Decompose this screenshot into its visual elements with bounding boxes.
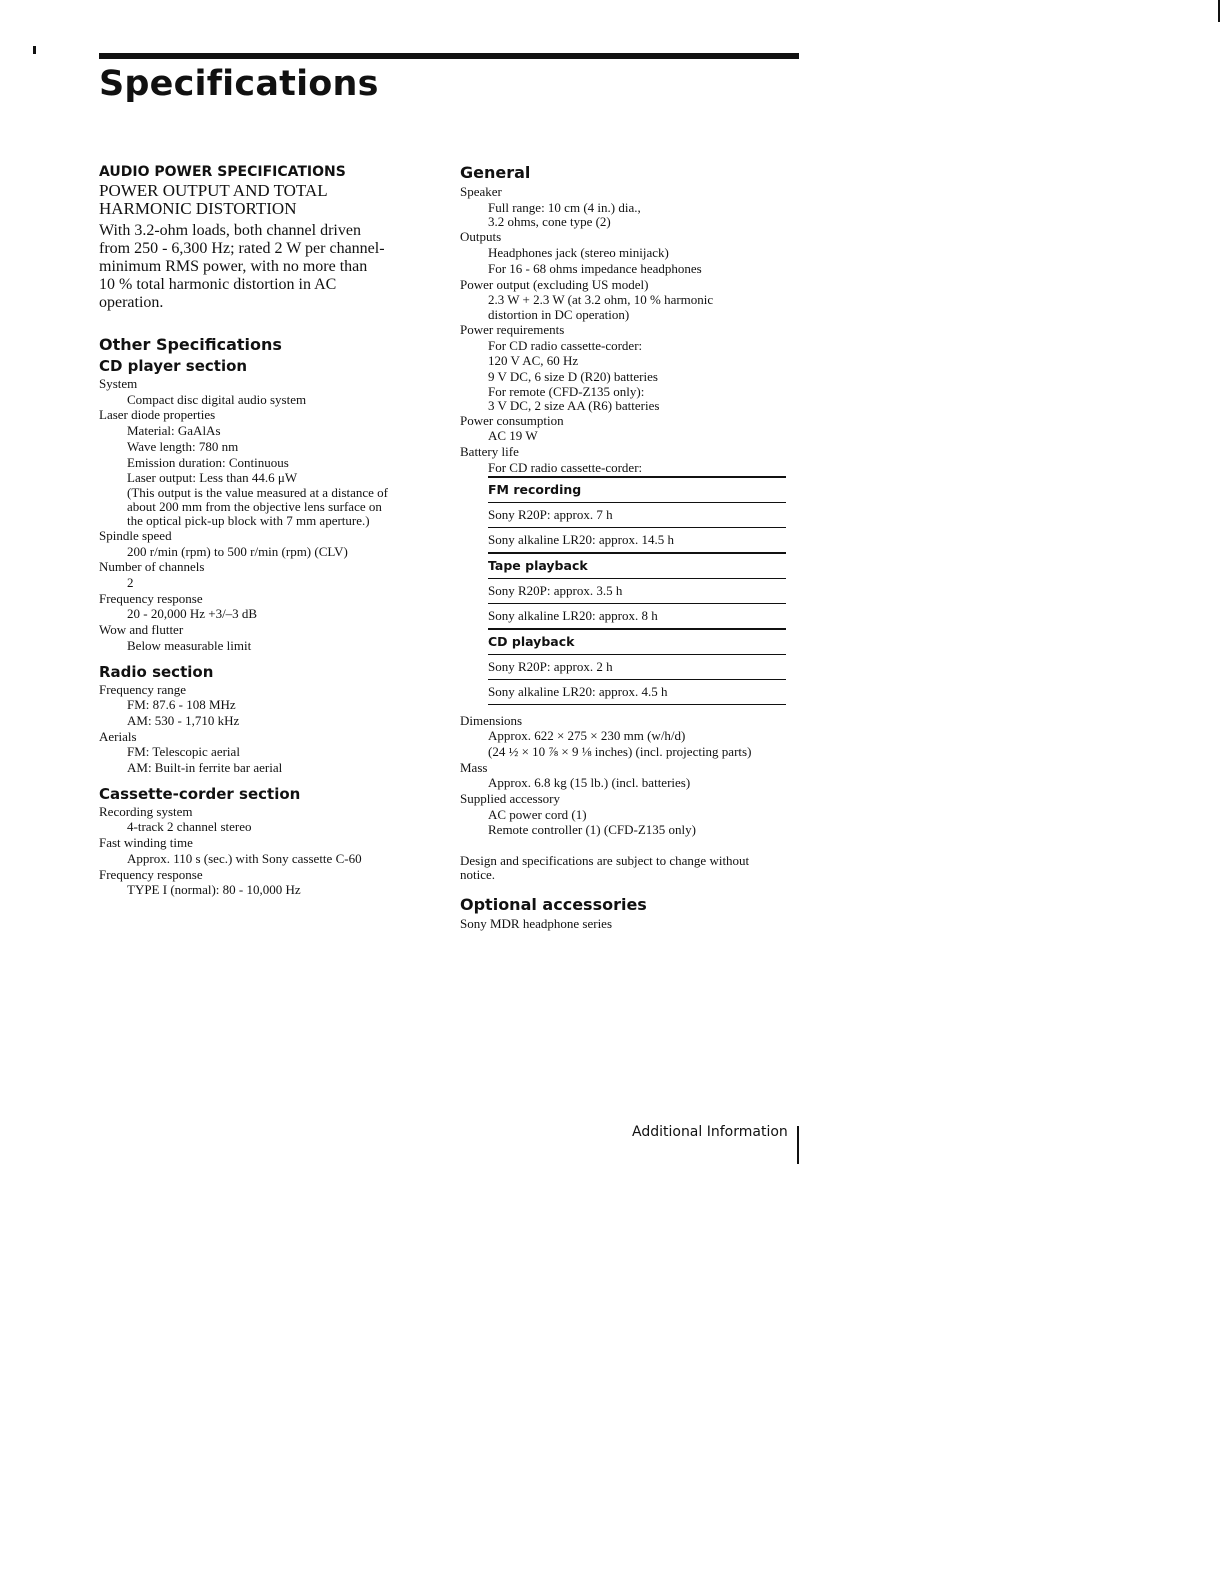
cd-section-heading: CD player section [99, 357, 248, 375]
spec-value: 3 V DC, 2 size AA (R6) batteries [488, 397, 660, 413]
spec-label: Power requirements [460, 321, 565, 337]
spec-label: Mass [460, 759, 488, 775]
spec-value: (24 ½ × 10 ⅞ × 9 ⅛ inches) (incl. projecting parts) [488, 743, 752, 759]
spec-value: Below measurable limit [127, 637, 252, 653]
table-cell: Sony R20P: approx. 7 h [488, 502, 786, 527]
note-line: notice. [460, 867, 496, 883]
table-row [488, 502, 786, 527]
spec-value: 2 [127, 575, 134, 591]
spec-value: Emission duration: Continuous [127, 454, 289, 470]
general-heading: General [460, 163, 531, 182]
paragraph-line: With 3.2-ohm loads, both channel driven [99, 222, 361, 239]
spec-value: 9 V DC, 6 size D (R20) batteries [488, 369, 658, 385]
spec-value: Laser output: Less than 44.6 μW [127, 470, 298, 486]
spec-label: Dimensions [460, 712, 523, 728]
spec-value: 20 - 20,000 Hz +3/–3 dB [127, 606, 258, 622]
spec-value: 3.2 ohms, cone type (2) [488, 214, 611, 230]
spec-label: Frequency range [99, 681, 186, 697]
spec-value: FM: Telescopic aerial [127, 744, 240, 760]
footer-section-label: Additional Information [632, 1124, 788, 1140]
spec-note: about 200 mm from the objective lens surface on [127, 498, 382, 514]
spec-value: FM: 87.6 - 108 MHz [127, 697, 236, 713]
spec-value: For CD radio cassette-corder: [488, 459, 643, 475]
table-header-row [488, 553, 786, 579]
table-row [488, 578, 786, 603]
spec-value: Full range: 10 cm (4 in.) dia., [488, 199, 641, 215]
spec-note: (This output is the value measured at a distance of [127, 484, 389, 500]
spec-label: System [99, 376, 138, 391]
optional-accessories-text: Sony MDR headphone series [460, 916, 613, 932]
spec-value: Approx. 110 s (sec.) with Sony cassette C-60 [127, 850, 362, 866]
spec-label: Supplied accessory [460, 791, 561, 807]
spec-label: Battery life [460, 444, 519, 460]
spec-value: 120 V AC, 60 Hz [488, 353, 579, 369]
spec-label: Recording system [99, 803, 193, 819]
optional-accessories-heading: Optional accessories [460, 895, 647, 915]
spec-value: For remote (CFD-Z135 only): [488, 383, 645, 399]
spec-value: distortion in DC operation) [488, 306, 630, 322]
title-rule [99, 53, 799, 59]
spec-value: Approx. 6.8 kg (15 lb.) (incl. batteries) [488, 775, 691, 791]
spec-value: Compact disc digital audio system [127, 391, 307, 407]
spec-value: Remote controller (1) (CFD-Z135 only) [488, 822, 696, 838]
table-header: Tape playback [488, 553, 786, 579]
margin-mark-left [33, 46, 36, 54]
page-title: Specifications [99, 64, 379, 104]
cassette-section-heading: Cassette-corder section [99, 784, 301, 803]
spec-label: Power consumption [460, 412, 564, 428]
table-header-row [488, 629, 786, 655]
table-row [488, 654, 786, 679]
spec-value: Headphones jack (stereo minijack) [488, 245, 669, 261]
table-cell: Sony alkaline LR20: approx. 8 h [488, 603, 786, 629]
footer-bar [797, 1126, 799, 1164]
table-header-row [488, 477, 786, 503]
table-cell: Sony R20P: approx. 2 h [488, 654, 786, 679]
table-cell: Sony alkaline LR20: approx. 4.5 h [488, 679, 786, 704]
spec-label: Spindle speed [99, 527, 172, 543]
spec-label: Outputs [460, 229, 502, 245]
table-row [488, 603, 786, 629]
left-column [99, 162, 429, 898]
battery-life-table [488, 476, 786, 705]
table-row [488, 679, 786, 704]
spec-value: Material: GaAlAs [127, 423, 221, 439]
spec-value: 4-track 2 channel stereo [127, 819, 252, 835]
other-specs-heading: Other Specifications [99, 335, 282, 354]
spec-label: Power output (excluding US model) [460, 276, 649, 292]
spec-value: 200 r/min (rpm) to 500 r/min (rpm) (CLV) [127, 543, 348, 559]
spec-label: Aerials [99, 728, 137, 744]
note-line: Design and specifications are subject to change without [460, 853, 750, 869]
radio-section-heading: Radio section [99, 662, 214, 681]
table-row [488, 527, 786, 553]
paragraph-line: operation. [99, 294, 164, 311]
spec-value: Approx. 622 × 275 × 230 mm (w/h/d) [488, 728, 686, 744]
spec-value: 2.3 W + 2.3 W (at 3.2 ohm, 10 % harmonic [488, 292, 714, 308]
spec-note: the optical pick-up block with 7 mm aperture.) [127, 512, 370, 528]
spec-value: Wave length: 780 nm [127, 438, 239, 454]
audio-power-paragraph [99, 222, 429, 312]
table-cell: Sony R20P: approx. 3.5 h [488, 578, 786, 603]
audio-power-subheading [99, 182, 429, 218]
table-header: CD playback [488, 629, 786, 655]
spec-label: Number of channels [99, 559, 205, 575]
paragraph-line: from 250 - 6,300 Hz; rated 2 W per channel- [99, 240, 385, 257]
spec-label: Speaker [460, 184, 502, 199]
table-header: FM recording [488, 477, 786, 503]
spec-value: AC 19 W [488, 428, 538, 444]
margin-mark [1218, 0, 1220, 22]
spec-label: Frequency response [99, 866, 203, 882]
right-column [460, 162, 790, 932]
paragraph-line: minimum RMS power, with no more than [99, 258, 368, 275]
spec-value: AC power cord (1) [488, 806, 587, 822]
spec-value: For 16 - 68 ohms impedance headphones [488, 260, 702, 276]
spec-value: AM: 530 - 1,710 kHz [127, 712, 240, 728]
spec-value: AM: Built-in ferrite bar aerial [127, 760, 283, 776]
spec-value: TYPE I (normal): 80 - 10,000 Hz [127, 882, 301, 898]
subheading-line: HARMONIC DISTORTION [99, 199, 297, 218]
paragraph-line: 10 % total harmonic distortion in AC [99, 276, 337, 293]
spec-value: For CD radio cassette-corder: [488, 337, 643, 353]
spec-label: Frequency response [99, 590, 203, 606]
subheading-line: POWER OUTPUT AND TOTAL [99, 181, 328, 200]
table-cell: Sony alkaline LR20: approx. 14.5 h [488, 527, 786, 553]
spec-label: Fast winding time [99, 835, 193, 851]
audio-power-heading: AUDIO POWER SPECIFICATIONS [99, 164, 346, 180]
design-note [460, 854, 790, 882]
spec-label: Wow and flutter [99, 622, 184, 638]
spec-label: Laser diode properties [99, 407, 216, 423]
